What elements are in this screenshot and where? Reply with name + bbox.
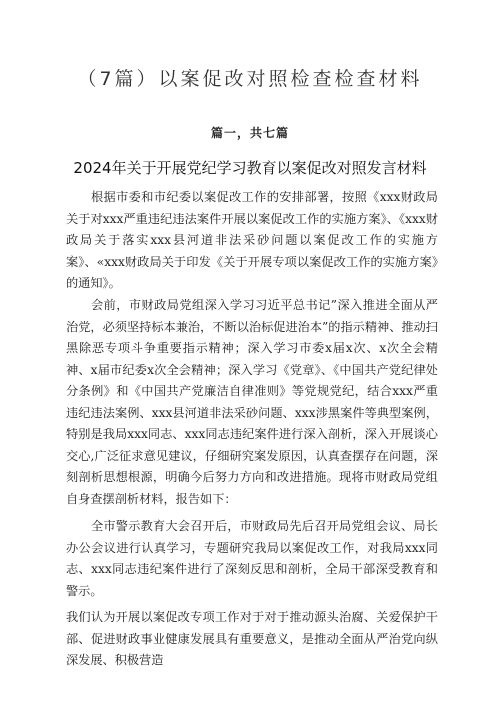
section-label: 篇一，共七篇 — [210, 126, 289, 140]
paragraph: 根据市委和市纪委以案促改工作的安排部署，按照《xxx财政局关于对xxx严重违纪违法案件开展以案促改工作的实施方案》、《xxx财政局关于落实xxx县河道非法采砂问题以案促改工作的实施方案》、«xxx财政局关于印发《关于开展专项以案促改工作的实施方案》的通知》。 — [66, 190, 438, 290]
paragraph: 我们认为开展以案促改专项工作对于对于推动源头治腐、关爱保护干部、促进财政事业健康发展具有重要意义，是推动全面从严治党向纵深发展、积极营造 — [66, 610, 438, 667]
paragraph: 会前，市财政局党组深入学习习近平总书记”深入推进全面从严治党，必须坚持标本兼治，不断以治标促进治本”的指示精神、推动扫黑除恶专项斗争重要指示精神；深入学习市委x届x次、x次全会精神、x届市纪委x次全会精神；深入学习《党章》、《中国共产党纪律处分条例》和《中国共产党廉洁自律准则》等党规党纪，结合xxx严重违纪违法案例、xxx县河道非法采砂问题、xxx涉黑案件等典型案例，特别是我局xxx同志、xxx同志违纪案件进行深入剖析，深入开展谈心交心,广泛征求意见建议，仔细研究案发原因，认真查摆存在问题，深刻剖析思想根源，明确今后努力方向和改进措施。现将市财政局党组自身查摆剖析材料，报告如下： — [66, 298, 438, 506]
article-title: 2024年关于开展党纪学习教育以案促改对照发言材料 — [73, 159, 427, 177]
document-title: （7篇）以案促改对照检查检查材料 — [77, 68, 423, 90]
paragraph: 全市警示教育大会召开后，市财政局先后召开局党组会议、局长办公会议进行认真学习，专题研究我局以案促改工作，对我局xxx同志、xxx同志违纪案件进行了深刻反思和剖析，全局干部深受教育和警示。 — [66, 519, 438, 598]
